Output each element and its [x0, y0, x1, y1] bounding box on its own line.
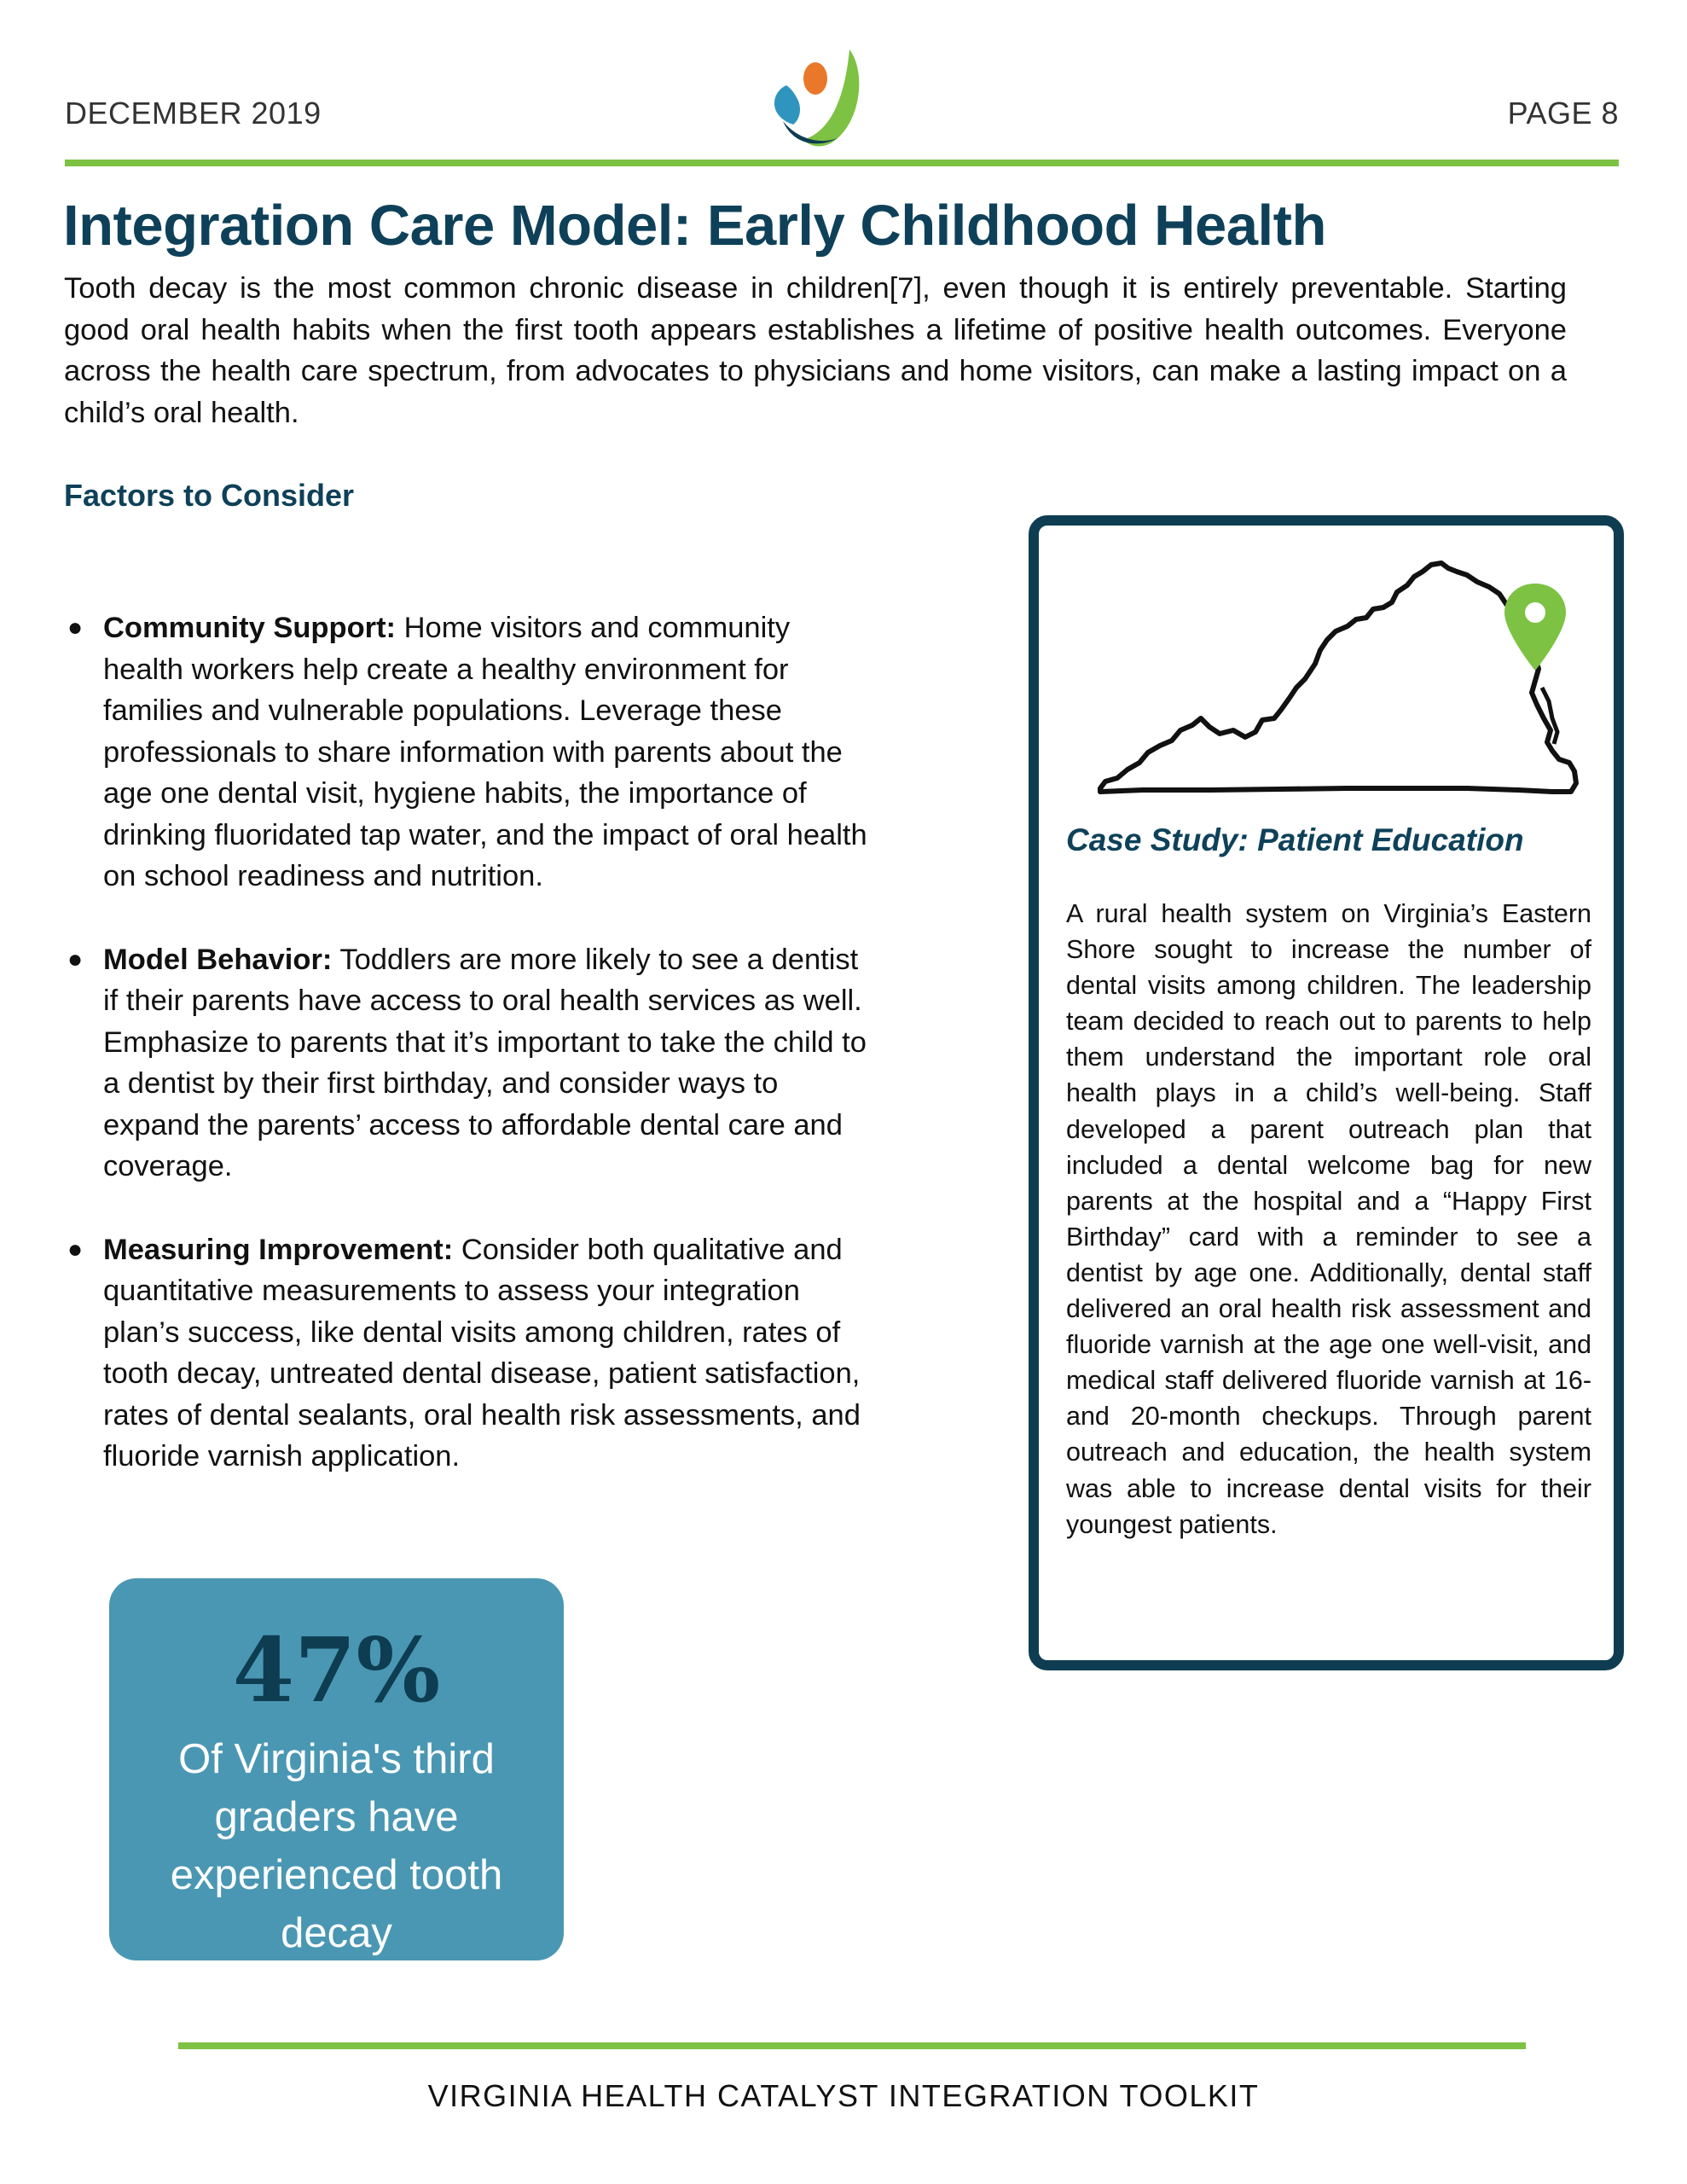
page-title: Integration Care Model: Early Childhood Health: [63, 194, 1326, 258]
factor-text: Consider both qualitative and quantitative measurements to assess your integration plan’s success, like dental visits among children, rates of tooth decay, untreated dental disease, patient satisfaction, rates of dental sealants, oral health risk assessments, and fluoride varnish application.: [103, 1233, 861, 1472]
factors-list: [64, 607, 874, 1478]
map-pin-icon: [1504, 584, 1566, 671]
bullet-icon: ●: [67, 1234, 84, 1263]
header-page-number: PAGE 8: [1507, 96, 1619, 131]
logo-icon: [759, 43, 878, 154]
virginia-map-icon: [1092, 551, 1586, 799]
logo-teal-leaf: [774, 85, 800, 125]
stat-number: 47%: [232, 1618, 441, 1722]
factor-title: Measuring Improvement:: [103, 1233, 454, 1266]
case-study-title: Case Study: Patient Education: [1066, 822, 1524, 857]
case-study-box: [1029, 515, 1624, 1670]
stat-callout: [109, 1578, 564, 1960]
factor-text: Toddlers are more likely to see a dentist if their parents have access to oral health services as well. Emphasize to parents that it’s important to take the child to a dentist by their first birthday, and consider ways to expand the parents’ access to affordable dental care and coverage.: [103, 943, 867, 1182]
factor-text: Home visitors and community health workers help create a healthy environment for families and vulnerable populations. Leverage these professionals to share information with parents about the age one dental visit, hygiene habits, the importance of drinking fluoridated tap water, and the impact of oral health on school readiness and nutrition.: [103, 612, 867, 892]
header-divider: [65, 160, 1619, 166]
map-pin-center: [1525, 602, 1545, 623]
factor-title: Model Behavior:: [103, 943, 333, 976]
logo-orange-dot: [803, 62, 827, 95]
case-study-body: A rural health system on Virginia’s Eastern Shore sought to increase the number of dental visits among children. The leadership team decided to reach out to parents to help them understand the important role oral health plays in a child’s well-being. Staff developed a parent outreach plan that included a dental welcome bag for new parents at the hospital and a “Happy First Birthday” card with a reminder to see a dentist by age one. Additionally, dental staff delivered an oral health risk assessment and fluoride varnish at the age one well-visit, and medical staff delivered fluoride varnish at 16- and 20-month checkups. Through parent outreach and education, the health system was able to increase dental visits for their youngest patients.: [1066, 899, 1591, 1539]
intro-paragraph: Tooth decay is the most common chronic disease in children[7], even though it is entirely preventable. Starting good oral health habits when the first tooth appears establishes a lifetime of positive health outcomes. Everyone across the health care spectrum, from advocates to physicians and home visitors, can make a lasting impact on a child’s oral health.: [64, 272, 1567, 429]
footer-divider: [178, 2042, 1526, 2049]
factor-title: Community Support:: [103, 612, 397, 644]
factor-item-measuring-improvement: [64, 1229, 874, 1478]
factors-heading: Factors to Consider: [64, 478, 355, 513]
footer-text: VIRGINIA HEALTH CATALYST INTEGRATION TOOLKIT: [427, 2078, 1260, 2113]
virginia-outline: [1100, 563, 1576, 792]
bullet-icon: ●: [67, 613, 84, 642]
factor-item-community-support: [64, 607, 874, 897]
factor-item-model-behavior: [64, 939, 874, 1188]
bullet-icon: ●: [67, 944, 84, 973]
stat-caption: Of Virginia's third graders have experienced tooth decay: [170, 1736, 503, 1956]
header-date: DECEMBER 2019: [65, 96, 322, 131]
